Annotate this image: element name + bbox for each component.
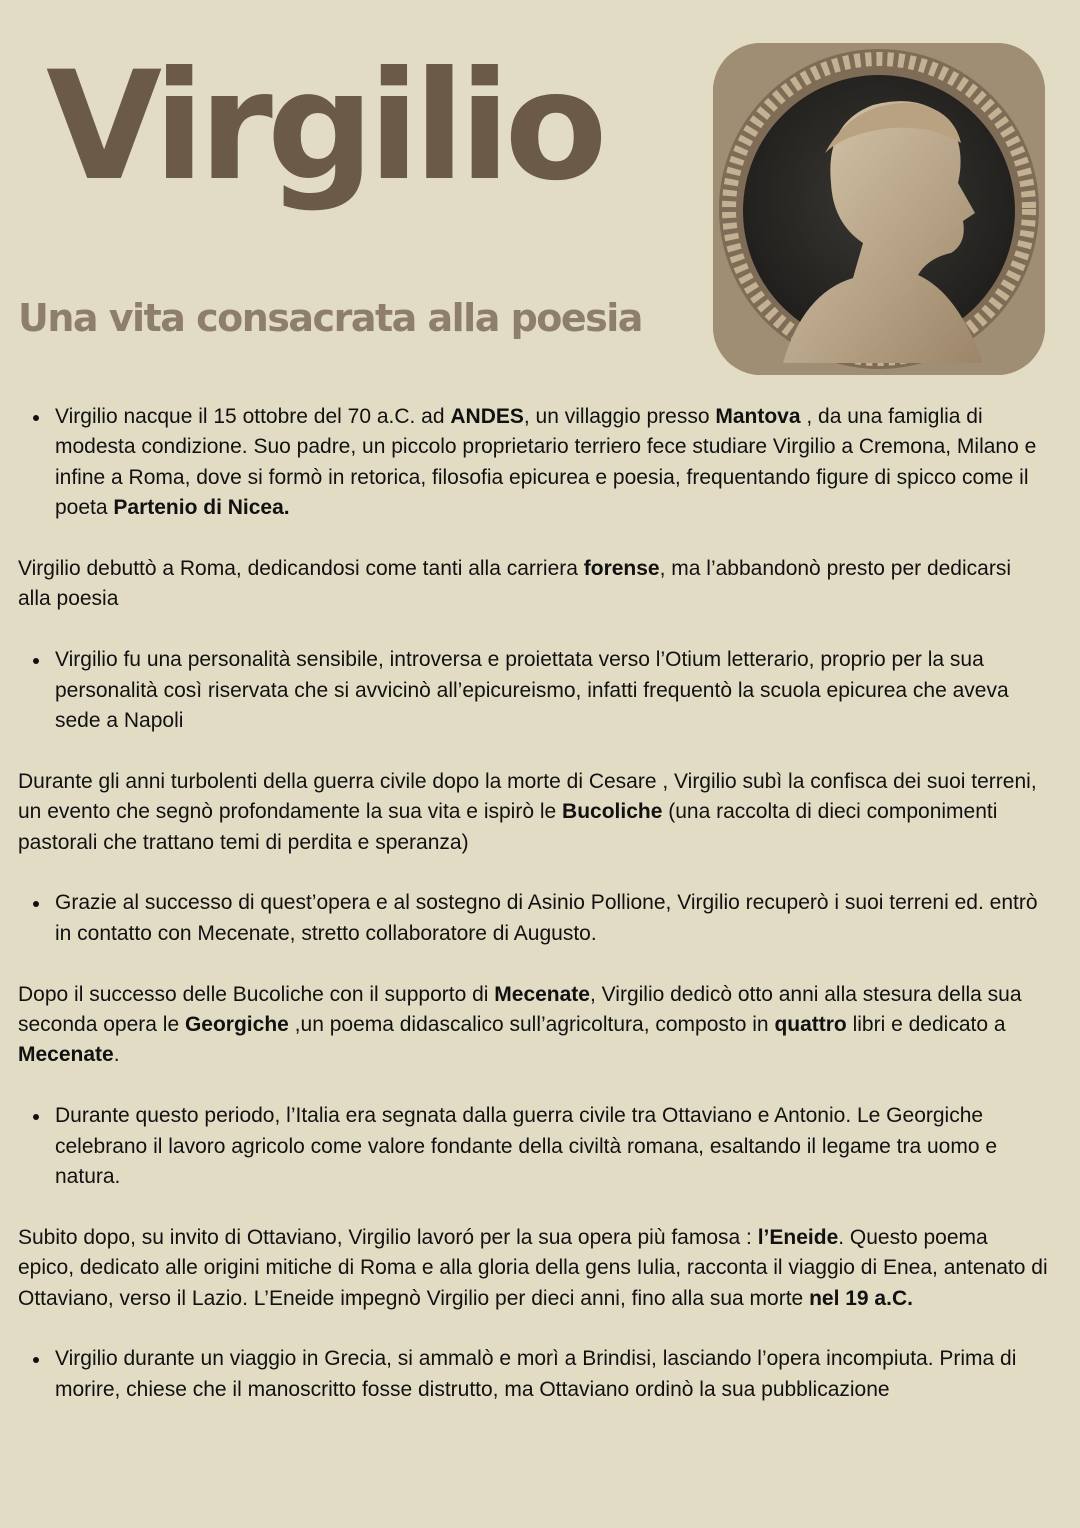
bold-text: ANDES	[450, 405, 524, 428]
text-segment: Grazie al successo di quest’opera e al sostegno di Asinio Pollione, Virgilio recuperò i suoi terreni ed. entrò in contatto con Mecenate, stretto collaboratore di Augusto.	[55, 891, 1038, 945]
roman-bust-medallion-icon	[713, 43, 1045, 375]
text-segment: .	[113, 1043, 120, 1067]
text-segment: , un villaggio presso	[523, 405, 716, 428]
text-segment: . Questo poema epico, dedicato alle origini mitiche di Roma e alla gloria della gens Iulia, racconta il viaggio di Enea, antenato di Ottaviano, verso il Lazio. L’Eneide impegnò Virgilio per dieci anni, fino alla sua morte	[18, 1225, 1048, 1310]
page-subtitle: Una vita consacrata alla poesia	[18, 296, 642, 340]
bold-text: Mecenate	[494, 982, 590, 1006]
text-segment: ,un poema didascalico sull’agricoltura, composto in	[288, 1013, 775, 1037]
paragraph	[18, 554, 1048, 615]
text-segment: Subito dopo, su invito di Ottaviano, Virgilio lavoró per la sua opera più famosa :	[18, 1225, 758, 1249]
bold-text: nel 19 a.C.	[809, 1286, 913, 1310]
text-segment: Virgilio debuttò a Roma, dedicandosi come tanti alla carriera	[18, 557, 584, 581]
bold-text: forense	[583, 557, 660, 581]
text-segment: , da una famiglia di modesta condizione. Suo padre, un piccolo proprietario terriero fece studiare Virgilio a Cremona, Milano e infine a Roma, dove si formò in retorica, filosofia epicurea e poesia, frequentando figure di spicco come il poeta	[55, 405, 1037, 520]
paragraph	[18, 980, 1048, 1071]
bullet-item	[18, 402, 1048, 524]
text-segment: Durante gli anni turbolenti della guerra civile dopo la morte di Cesare , Virgilio subì la confisca dei suoi terreni, un evento che segnò profondamente la sua vita e ispirò le	[18, 769, 1037, 824]
paragraph	[18, 1223, 1048, 1314]
text-segment: Virgilio nacque il 15 ottobre del 70 a.C. ad	[55, 405, 451, 428]
page-title: Virgilio	[46, 40, 602, 214]
bold-text: Partenio di Nicea.	[113, 496, 290, 520]
bullet-item	[18, 645, 1048, 736]
bold-text: l’Eneide	[757, 1225, 839, 1249]
text-segment: libri e dedicato a	[846, 1013, 1006, 1037]
article-body	[18, 402, 1048, 1436]
bold-text: quattro	[774, 1013, 847, 1037]
text-segment: , Virgilio dedicò otto anni alla stesura della sua seconda opera le	[18, 982, 1022, 1037]
bold-text: Mantova	[715, 405, 801, 428]
bullet-item	[18, 888, 1048, 949]
bullet-item	[18, 1344, 1048, 1405]
text-segment: Virgilio fu una personalità sensibile, introversa e proiettata verso l’Otium letterario, proprio per la sua personalità così riservata che si avvicinò all’epicureismo, infatti frequentò la scuola epicurea che aveva sede a Napoli	[55, 648, 1009, 733]
bullet-item	[18, 1101, 1048, 1192]
text-segment: Durante questo periodo, l’Italia era segnata dalla guerra civile tra Ottaviano e Antonio. Le Georgiche celebrano il lavoro agricolo come valore fondante della civiltà romana, esaltando il legame tra uomo e natura.	[55, 1104, 998, 1189]
text-segment: Virgilio durante un viaggio in Grecia, si ammalò e morì a Brindisi, lasciando l’opera incompiuta. Prima di morire, chiese che il manoscritto fosse distrutto, ma Ottaviano ordinò la sua pubblicazione	[55, 1347, 1017, 1401]
text-segment: Dopo il successo delle Bucoliche con il supporto di	[18, 982, 495, 1006]
text-segment: , ma l’abbandonò presto per dedicarsi alla poesia	[18, 557, 1011, 611]
bold-text: Georgiche	[184, 1013, 289, 1037]
bold-text: Mecenate	[18, 1043, 114, 1067]
bold-text: Bucoliche	[562, 800, 663, 824]
paragraph	[18, 767, 1048, 858]
text-segment: (una raccolta di dieci componimenti pastorali che trattano temi di perdita e speranza)	[18, 800, 998, 854]
